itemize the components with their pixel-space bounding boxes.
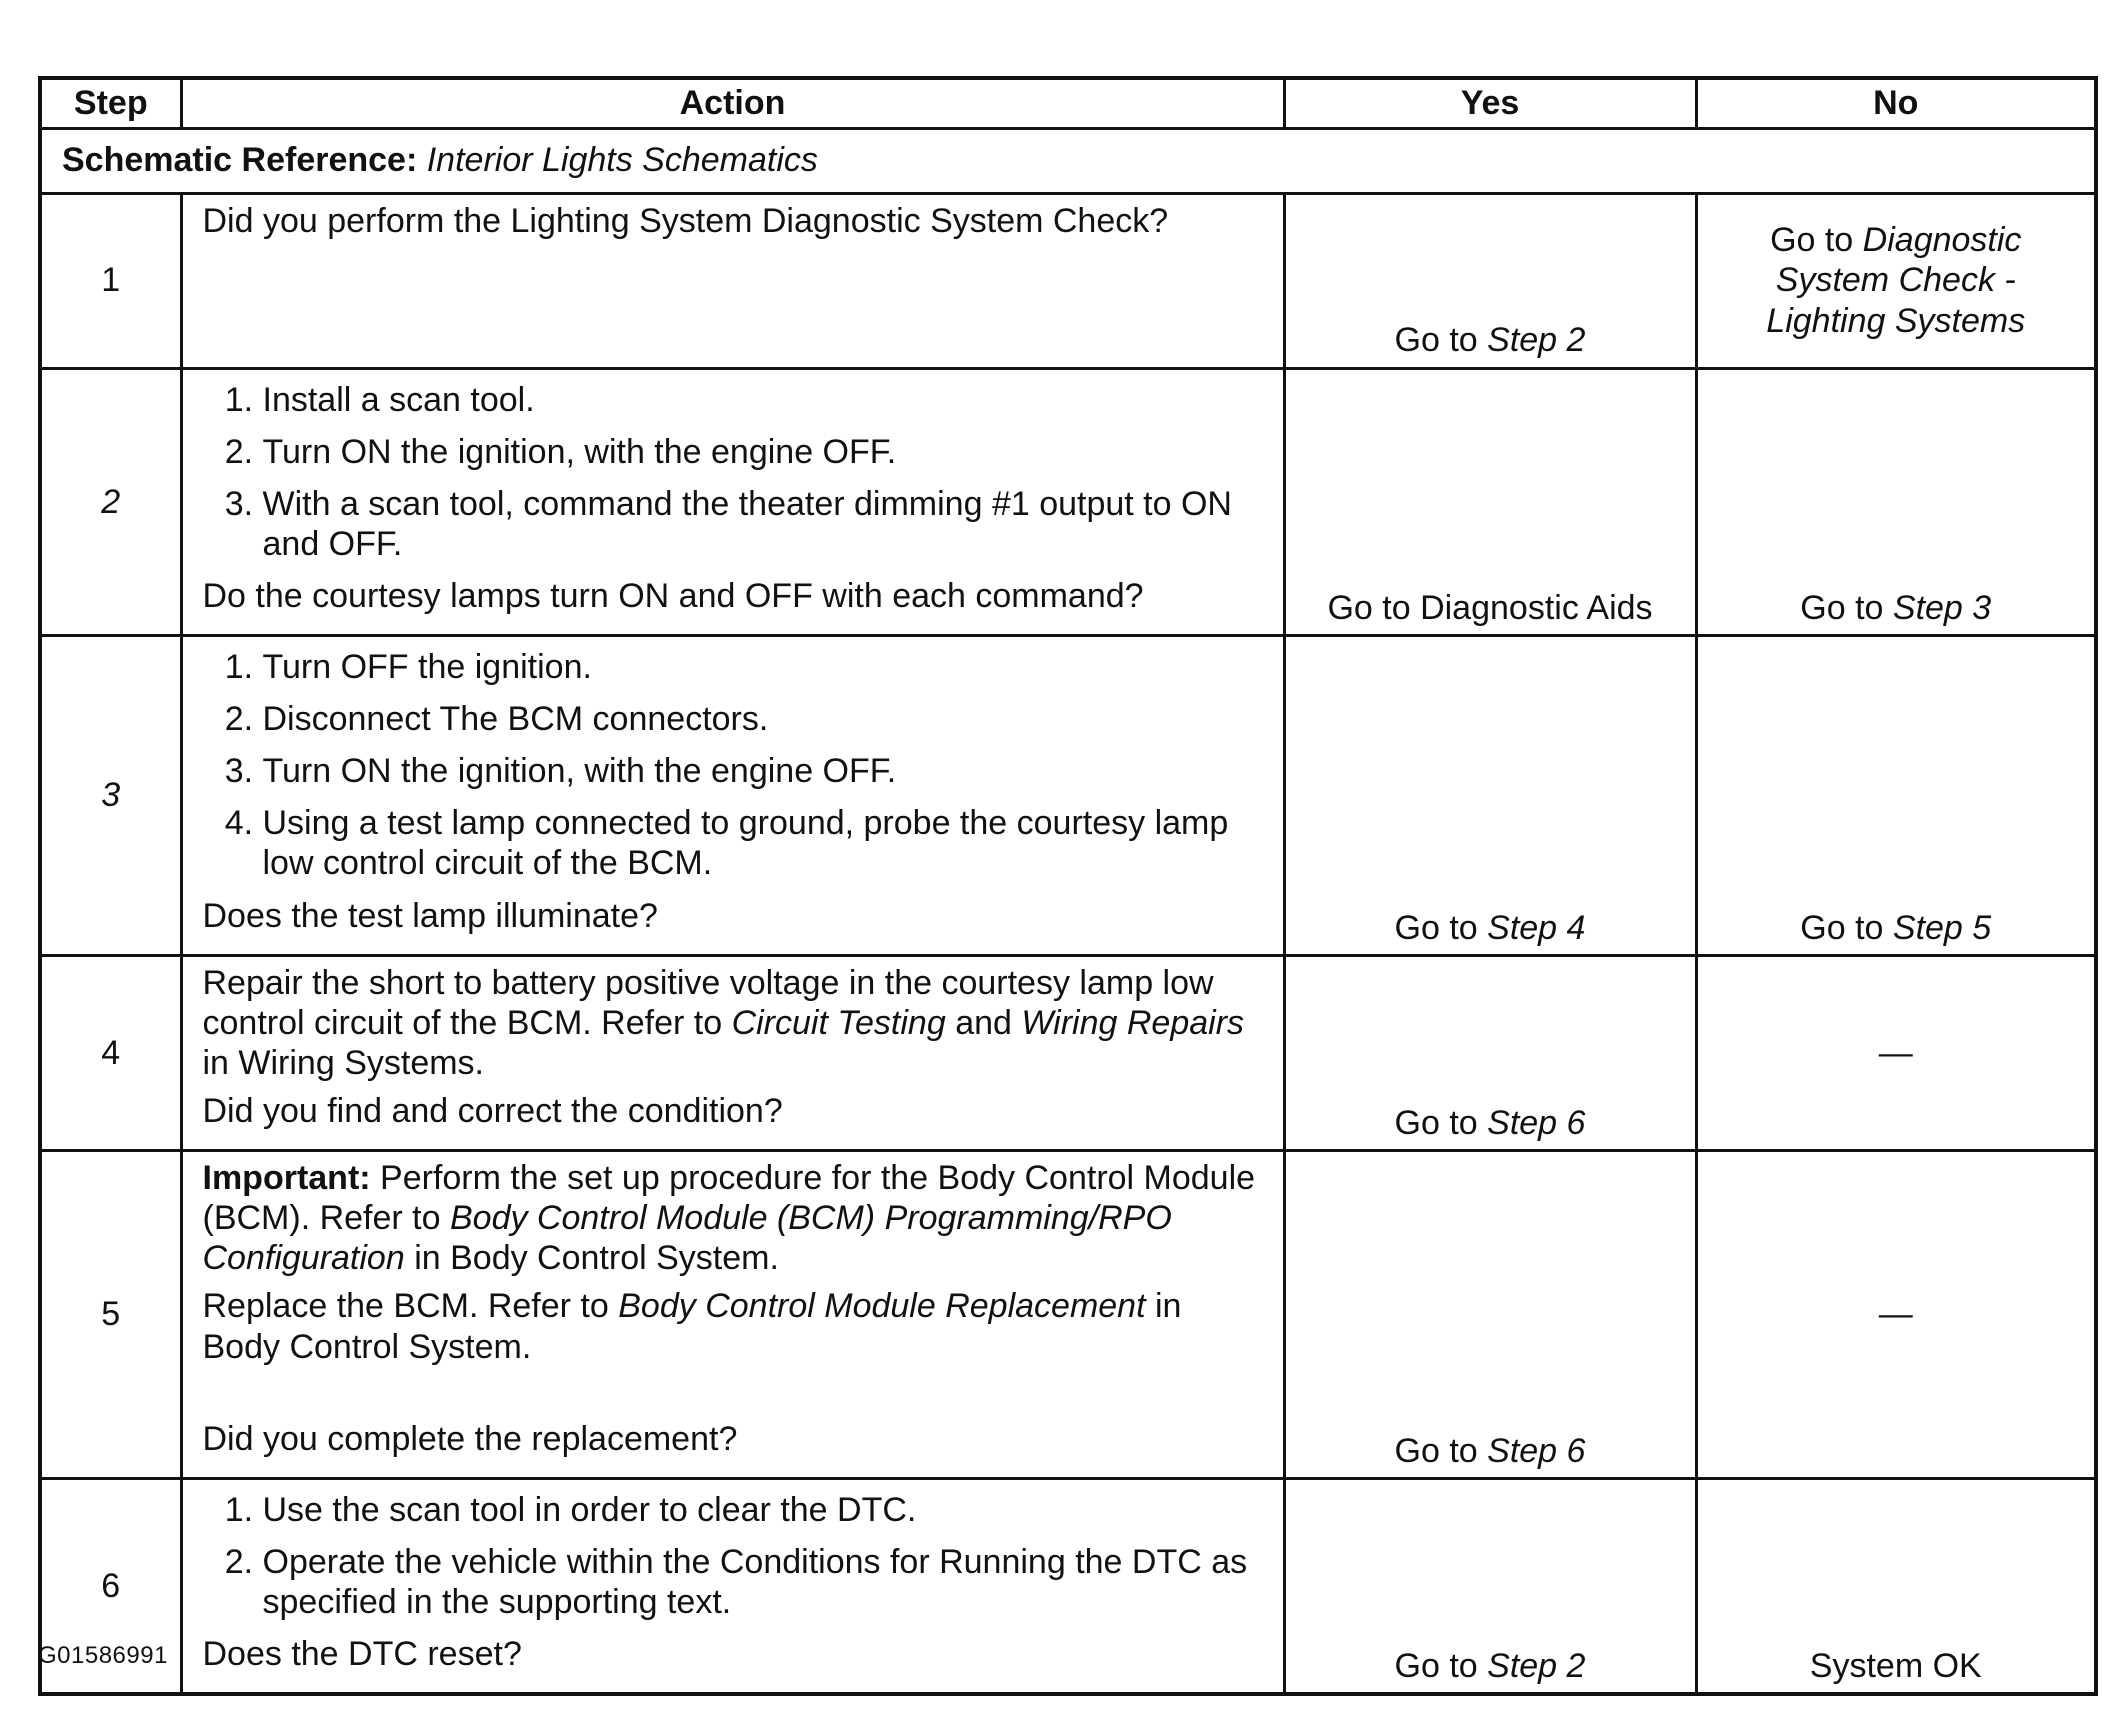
yes-cell [1284,955,1696,1150]
list-item: 2. Turn ON the ignition, with the engine OFF. [263,432,1263,472]
schematic-link[interactable]: Interior Lights Schematics [426,141,818,180]
no-prefix: Go to [1800,588,1893,627]
yes-prefix: Go to [1394,1104,1488,1143]
action-cell [181,193,1284,368]
list-item: 1. Use the scan tool in order to clear the DTC. [263,1490,1263,1530]
step-question: Did you complete the replacement? [202,1419,738,1458]
step-number: 6 [40,1478,181,1694]
repair-text: Repair the short to battery positive voltage in the courtesy lamp low control circuit of the BCM. Refer to [202,963,1214,1042]
header-yes: Yes [1284,78,1696,128]
step-question: Does the test lamp illuminate? [202,896,658,935]
table-row [40,955,2096,1150]
no-prefix: Go to [1800,908,1893,947]
important-text: Perform the set up procedure for the Body Control Module (BCM). Refer to [202,1159,1256,1238]
bcm-replacement-link[interactable]: Body Control Module Replacement [618,1287,1146,1326]
procedure-list [203,380,1263,564]
yes-link[interactable]: Step 4 [1487,908,1586,947]
header-no: No [1696,78,2096,128]
table-row [40,193,2096,368]
replace-text: Replace the BCM. Refer to [202,1287,619,1326]
yes-link[interactable]: Step 6 [1487,1431,1586,1470]
table-row [40,368,2096,636]
action-cell [181,368,1284,636]
important-label: Important: [202,1159,371,1198]
action-cell [181,1478,1284,1694]
no-cell [1696,368,2096,636]
bcm-programming-link[interactable]: Body Control Module (BCM) Programming/RPO Configuration [202,1199,1172,1278]
no-link[interactable]: Diagnostic System Check - Lighting Systems [1766,221,2026,340]
action-cell [181,1151,1284,1479]
yes-link[interactable]: Go to Diagnostic Aids [1327,588,1653,627]
figure-id: G01586991 [38,1642,168,1669]
diagnostic-table [38,76,2098,1696]
yes-cell [1284,1478,1696,1694]
no-cell [1696,193,2096,368]
repair-text: and [945,1003,1022,1042]
yes-prefix: Go to [1394,1431,1488,1470]
yes-prefix: Go to [1394,908,1488,947]
table-row [40,636,2096,956]
header-row [40,78,2096,128]
step-question: Did you perform the Lighting System Diagnostic System Check? [202,201,1169,240]
repair-instruction [203,963,1263,1083]
step-number: 2 [40,368,181,636]
replace-instruction [203,1286,1263,1366]
no-prefix: Go to [1770,221,1863,260]
schematic-label: Schematic Reference: [62,141,418,180]
list-item: 1. Turn OFF the ignition. [263,647,1263,687]
list-item: 4. Using a test lamp connected to ground, probe the courtesy lamp low control circuit of the BCM. [263,803,1263,883]
repair-text: in Wiring Systems. [202,1043,484,1082]
action-cell [181,955,1284,1150]
list-item: 3. With a scan tool, command the theater dimming #1 output to ON and OFF. [263,484,1263,564]
header-action: Action [181,78,1284,128]
list-item: 3. Turn ON the ignition, with the engine OFF. [263,751,1263,791]
step-number: 1 [40,193,181,368]
procedure-list [203,1490,1263,1622]
wiring-repairs-link[interactable]: Wiring Repairs [1021,1003,1245,1042]
no-cell: System OK [1696,1478,2096,1694]
schematic-reference [40,128,2096,193]
schematic-row [40,128,2096,193]
yes-cell [1284,368,1696,636]
yes-cell [1284,636,1696,956]
no-cell [1696,636,2096,956]
table-row [40,1478,2096,1694]
step-question: Does the DTC reset? [202,1635,522,1674]
no-cell: — [1696,955,2096,1150]
important-text: in Body Control System. [404,1239,779,1278]
step-question: Do the courtesy lamps turn ON and OFF with each command? [202,576,1144,615]
yes-cell [1284,193,1696,368]
yes-cell [1284,1151,1696,1479]
important-note [203,1158,1263,1278]
yes-prefix: Go to [1394,1647,1488,1686]
header-step: Step [40,78,181,128]
procedure-list [203,647,1263,884]
table-row [40,1151,2096,1479]
replace-text: in Body Control System. [202,1287,1182,1366]
step-question: Did you find and correct the condition? [202,1092,783,1131]
step-number: 3 [40,636,181,956]
yes-link[interactable]: Step 2 [1487,321,1586,360]
circuit-testing-link[interactable]: Circuit Testing [731,1003,946,1042]
step-number: 4 [40,955,181,1150]
list-item: 2. Disconnect The BCM connectors. [263,699,1263,739]
list-item: 2. Operate the vehicle within the Conditions for Running the DTC as specified in the supporting text. [263,1542,1263,1622]
step-number: 5 [40,1151,181,1479]
action-cell [181,636,1284,956]
list-item: 1. Install a scan tool. [263,380,1263,420]
yes-link[interactable]: Step 2 [1487,1647,1586,1686]
yes-link[interactable]: Step 6 [1487,1104,1586,1143]
no-cell: — [1696,1151,2096,1479]
no-link[interactable]: Step 3 [1892,588,1992,627]
yes-prefix: Go to [1394,321,1488,360]
no-link[interactable]: Step 5 [1892,908,1992,947]
